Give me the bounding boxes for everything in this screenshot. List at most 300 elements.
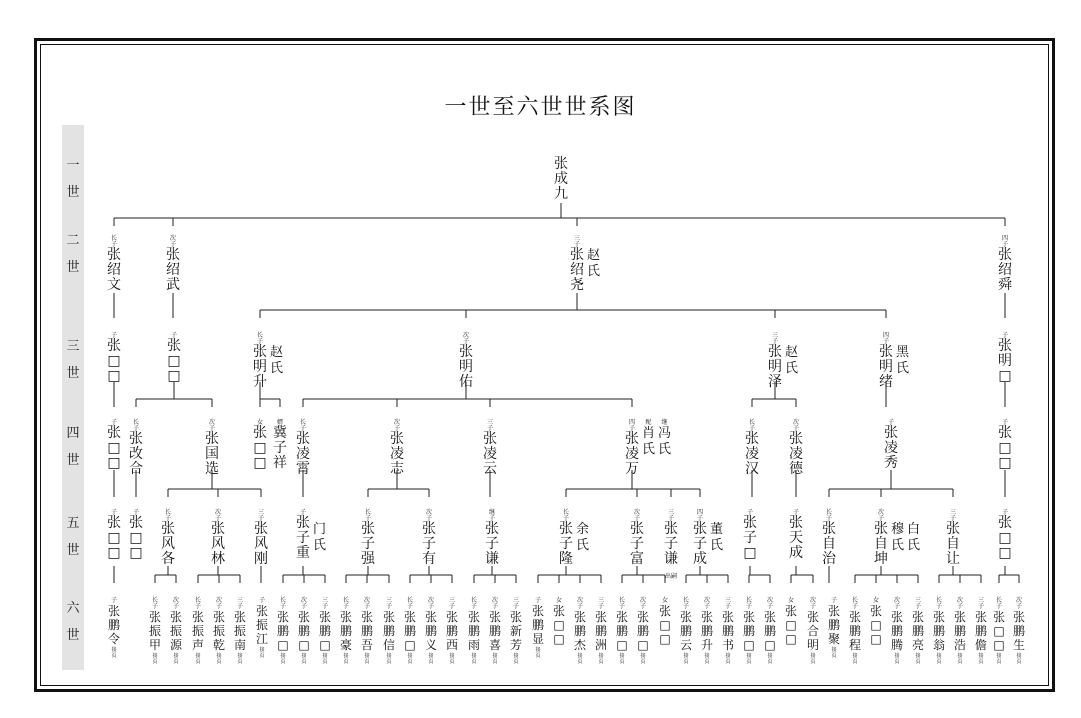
member-name: 张明□ bbox=[998, 338, 1012, 384]
member-name: 冀子祥 bbox=[273, 425, 287, 471]
generation-label-char: 世 bbox=[66, 543, 80, 558]
adoption-note: 出嗣 bbox=[664, 573, 677, 580]
birth-order-label: 子 bbox=[792, 509, 799, 516]
member-name: 张凌云 bbox=[483, 431, 497, 477]
birth-order-label: 四子 bbox=[882, 332, 889, 345]
g2-member bbox=[166, 236, 180, 293]
member-name: 张鹏□ bbox=[742, 610, 755, 652]
spouse-role-label: 配 bbox=[645, 419, 652, 426]
birth-order-label: 三子 bbox=[486, 419, 493, 432]
spouse-name: 赵氏 bbox=[270, 345, 284, 376]
generation-label-char: 世 bbox=[66, 453, 80, 468]
continued-page-note: 接页 bbox=[810, 653, 816, 665]
g4-member bbox=[205, 420, 219, 477]
g6-member bbox=[1012, 598, 1026, 665]
member-name: 张凌秀 bbox=[884, 425, 898, 471]
member-name: 张明升 bbox=[253, 344, 267, 390]
continued-page-note: 接页 bbox=[513, 653, 519, 665]
spouse-name: 黑氏 bbox=[896, 345, 910, 376]
member-name: 张子谦 bbox=[485, 521, 499, 567]
birth-order-label: 女 bbox=[555, 597, 562, 604]
birth-order-label: 长子 bbox=[132, 419, 139, 432]
member-name: 张鹏豪 bbox=[339, 610, 352, 652]
birth-order-label: 子 bbox=[746, 509, 753, 516]
g5-member bbox=[296, 510, 326, 561]
member-name: 张鹏西 bbox=[445, 610, 458, 652]
member-name: 张□□ bbox=[107, 425, 121, 471]
g2-member bbox=[107, 236, 121, 293]
member-name: 张□□ bbox=[658, 604, 671, 646]
birth-order-label: 子 bbox=[258, 597, 265, 604]
member-name: 张明泽 bbox=[768, 344, 782, 390]
member-name: 张鹏雨 bbox=[467, 610, 480, 652]
member-name: 张□□ bbox=[167, 338, 181, 384]
continued-page-note: 接页 bbox=[386, 653, 392, 665]
birth-order-label: 长子 bbox=[279, 597, 286, 610]
spouse-name: 白氏 bbox=[907, 522, 921, 553]
g4-member bbox=[273, 420, 287, 471]
member-name: 张子隆 bbox=[559, 521, 573, 567]
g6-member bbox=[594, 598, 608, 665]
birth-order-label: 四子 bbox=[696, 509, 703, 522]
g3-member bbox=[459, 333, 473, 390]
g3-member bbox=[253, 333, 283, 390]
member-name: 张自坤 bbox=[874, 521, 888, 567]
birth-order-label: 子 bbox=[299, 509, 306, 516]
member-name: 张风各 bbox=[161, 521, 175, 567]
birth-order-label: 女 bbox=[872, 597, 879, 604]
birth-order-label: 长子 bbox=[745, 597, 752, 610]
member-name: 张鹏吾 bbox=[360, 610, 373, 652]
continued-page-note: 接页 bbox=[471, 653, 477, 665]
birth-order-label: 长子 bbox=[682, 597, 689, 610]
g5-member bbox=[743, 510, 757, 561]
g5-member bbox=[946, 510, 960, 567]
member-name: 张鹏亮 bbox=[911, 610, 924, 652]
member-name: 张□□ bbox=[253, 425, 267, 471]
g3-member bbox=[167, 333, 181, 384]
continued-page-note: 接页 bbox=[152, 653, 158, 665]
g6-member bbox=[424, 598, 438, 665]
birth-order-label: 次子 bbox=[893, 597, 900, 610]
member-name: 张鹏生 bbox=[1012, 610, 1025, 652]
continued-page-note: 接页 bbox=[364, 653, 370, 665]
birth-order-label: 长子 bbox=[256, 332, 263, 345]
birth-order-label: 长子 bbox=[470, 597, 477, 610]
g4-member bbox=[884, 420, 898, 471]
member-name: 张鹏聚 bbox=[827, 604, 840, 646]
member-name: 张鹏书 bbox=[721, 610, 734, 652]
continued-page-note: 接页 bbox=[767, 653, 773, 665]
g5-member bbox=[559, 510, 589, 567]
g5-member bbox=[485, 510, 499, 567]
continued-page-note: 接页 bbox=[598, 653, 604, 665]
birth-order-label: 次子 bbox=[877, 509, 884, 522]
g6-member bbox=[382, 598, 396, 665]
continued-page-note: 接页 bbox=[746, 653, 752, 665]
member-name: 张鹏洲 bbox=[594, 610, 607, 652]
birth-order-label: 次子 bbox=[809, 597, 816, 610]
spouse-name: 余氏 bbox=[576, 522, 590, 553]
birth-order-label: 三子 bbox=[949, 509, 956, 522]
continued-page-note: 接页 bbox=[259, 647, 265, 659]
g4-member bbox=[483, 420, 497, 477]
g2-member bbox=[998, 236, 1012, 293]
birth-order-label: 次子 bbox=[172, 597, 179, 610]
birth-order-label: 三子 bbox=[448, 597, 455, 610]
continued-page-note: 接页 bbox=[492, 653, 498, 665]
birth-order-label: 长子 bbox=[364, 509, 371, 522]
birth-order-label: 次子 bbox=[792, 419, 799, 432]
birth-order-label: 四子 bbox=[628, 419, 635, 432]
g6-member bbox=[488, 598, 502, 665]
continued-page-note: 接页 bbox=[1016, 653, 1022, 665]
birth-order-label: 女 bbox=[256, 419, 263, 426]
generation-label-char: 世 bbox=[66, 185, 80, 200]
birth-order-label: 女 bbox=[787, 597, 794, 604]
g4-member bbox=[107, 420, 121, 471]
birth-order-label: 长子 bbox=[406, 597, 413, 610]
g5-member bbox=[211, 510, 225, 567]
g6-member bbox=[403, 598, 417, 665]
generation-label-char: 三 bbox=[66, 339, 80, 354]
birth-order-label: 四子 bbox=[1001, 235, 1008, 248]
birth-order-label: 长子 bbox=[618, 597, 625, 610]
member-name: 张绍武 bbox=[166, 247, 180, 293]
g5-member bbox=[998, 510, 1012, 561]
g6-member bbox=[953, 598, 967, 665]
g6-member bbox=[848, 598, 862, 665]
birth-order-label: 长子 bbox=[299, 419, 306, 432]
birth-order-label: 次子 bbox=[169, 235, 176, 248]
member-name: 张绍舜 bbox=[998, 247, 1012, 293]
generation-label-char: 六 bbox=[66, 601, 80, 616]
member-name: 张振南 bbox=[233, 610, 246, 652]
birth-order-label: 子 bbox=[887, 419, 894, 426]
birth-order-label: 子 bbox=[110, 419, 117, 426]
birth-order-label: 三子 bbox=[512, 597, 519, 610]
member-name: 张鹏浩 bbox=[953, 610, 966, 652]
member-name: 张绍文 bbox=[107, 247, 121, 293]
member-name: 张子有 bbox=[422, 521, 436, 567]
g5-member bbox=[254, 510, 268, 567]
continued-page-note: 接页 bbox=[894, 653, 900, 665]
generation-label-char: 世 bbox=[66, 366, 80, 381]
birth-order-label: 次子 bbox=[214, 509, 221, 522]
g4-member bbox=[998, 420, 1012, 471]
birth-order-label: 子 bbox=[1001, 419, 1008, 426]
birth-order-label: 三子 bbox=[573, 235, 580, 248]
member-name: 张凌霄 bbox=[296, 431, 310, 477]
g5-member bbox=[107, 510, 121, 561]
birth-order-label: 次子 bbox=[215, 597, 222, 610]
g6-member bbox=[721, 598, 735, 665]
continued-page-note: 接页 bbox=[322, 653, 328, 665]
g5-member bbox=[422, 510, 436, 567]
continued-page-note: 接页 bbox=[173, 653, 179, 665]
g3-member bbox=[768, 333, 798, 390]
birth-order-label: 子 bbox=[1001, 509, 1008, 516]
member-name: 张□□ bbox=[552, 604, 565, 646]
g6-member bbox=[318, 598, 332, 665]
continued-page-note: 接页 bbox=[428, 653, 434, 665]
birth-order-label: 次子 bbox=[633, 509, 640, 522]
birth-order-label: 次子 bbox=[462, 332, 469, 345]
birth-order-label: 长子 bbox=[342, 597, 349, 610]
continued-page-note: 接页 bbox=[852, 653, 858, 665]
g6-member bbox=[784, 598, 798, 646]
spouse-name: 赵氏 bbox=[587, 248, 601, 279]
g6-member bbox=[107, 598, 121, 659]
g3-member bbox=[998, 333, 1012, 384]
member-name: 张成九 bbox=[554, 156, 568, 202]
birth-order-label: 次子 bbox=[491, 597, 498, 610]
birth-order-label: 子 bbox=[110, 332, 117, 339]
birth-order-label: 长子 bbox=[151, 597, 158, 610]
birth-order-label: 子 bbox=[132, 509, 139, 516]
birth-order-label: 子 bbox=[830, 597, 837, 604]
birth-order-label: 三子 bbox=[667, 509, 674, 522]
continued-page-note: 接页 bbox=[407, 653, 413, 665]
member-name: 张鹏喜 bbox=[488, 610, 501, 652]
g4-member bbox=[390, 420, 404, 477]
g4-member bbox=[789, 420, 803, 477]
member-name: 张鹏□ bbox=[318, 610, 331, 652]
birth-order-label: 三子 bbox=[321, 597, 328, 610]
birth-order-label: 长子 bbox=[995, 597, 1002, 610]
member-name: 张鹏程 bbox=[848, 610, 861, 652]
g6-member bbox=[191, 598, 205, 665]
member-name: 张风林 bbox=[211, 521, 225, 567]
g6-member bbox=[806, 598, 820, 665]
g6-member bbox=[552, 598, 566, 646]
continued-page-note: 接页 bbox=[704, 653, 710, 665]
g6-member bbox=[974, 598, 988, 665]
birth-order-label: 三子 bbox=[914, 597, 921, 610]
g5-member bbox=[630, 510, 644, 567]
g4-member bbox=[625, 420, 671, 477]
birth-order-label: 三子 bbox=[257, 509, 264, 522]
member-name: 张明佑 bbox=[459, 344, 473, 390]
member-name: 张鹏翁 bbox=[932, 610, 945, 652]
g6-member bbox=[636, 598, 650, 665]
birth-order-label: 三子 bbox=[724, 597, 731, 610]
continued-page-note: 接页 bbox=[725, 653, 731, 665]
g6-member bbox=[992, 598, 1006, 665]
generation-label-char: 五 bbox=[66, 516, 80, 531]
continued-page-note: 接页 bbox=[111, 647, 117, 659]
member-name: 张鹏令 bbox=[107, 604, 120, 646]
birth-order-label: 长子 bbox=[164, 509, 171, 522]
member-name: 张明绪 bbox=[879, 344, 893, 390]
birth-order-label: 次子 bbox=[1015, 597, 1022, 610]
member-name: 张□□ bbox=[998, 425, 1012, 471]
birth-order-label: 次子 bbox=[427, 597, 434, 610]
g5-member bbox=[822, 510, 836, 567]
birth-order-label: 子 bbox=[534, 597, 541, 604]
member-name: 张□□ bbox=[869, 604, 882, 646]
continued-page-note: 接页 bbox=[640, 653, 646, 665]
member-name: 张鹏显 bbox=[531, 604, 544, 646]
member-name: 张鹏义 bbox=[424, 610, 437, 652]
continued-page-note: 接页 bbox=[237, 653, 243, 665]
member-name: 张凌德 bbox=[789, 431, 803, 477]
generation-label-char: 四 bbox=[66, 426, 80, 441]
continued-page-note: 接页 bbox=[996, 653, 1002, 665]
birth-order-label: 三子 bbox=[236, 597, 243, 610]
birth-order-label: 子 bbox=[1001, 332, 1008, 339]
member-name: 张鹏杰 bbox=[573, 610, 586, 652]
page-title: 一世至六世世系图 bbox=[444, 95, 637, 120]
continued-page-note: 接页 bbox=[449, 653, 455, 665]
member-name: 张新芳 bbox=[509, 610, 522, 652]
continued-page-note: 接页 bbox=[619, 653, 625, 665]
g5-member bbox=[874, 510, 920, 567]
generation-label-char: 一 bbox=[66, 158, 80, 173]
member-name: 张鹏□ bbox=[403, 610, 416, 652]
birth-order-label: 长子 bbox=[748, 419, 755, 432]
g6-member bbox=[615, 598, 629, 665]
member-name: 张鹏□ bbox=[297, 610, 310, 652]
g6-member bbox=[763, 598, 777, 665]
g6-member bbox=[360, 598, 374, 665]
member-name: 张子□ bbox=[743, 515, 757, 561]
member-name: 张鹏□ bbox=[276, 610, 289, 652]
birth-order-label: 子 bbox=[110, 597, 117, 604]
g6-member bbox=[932, 598, 946, 665]
continued-page-note: 接页 bbox=[915, 653, 921, 665]
member-name: 张改合 bbox=[129, 431, 143, 477]
member-name: 张凌汉 bbox=[745, 431, 759, 477]
spouse-name: 冯氏 bbox=[658, 426, 672, 457]
g6-member bbox=[700, 598, 714, 665]
g5-member bbox=[161, 510, 175, 567]
member-name: 张鹏□ bbox=[763, 610, 776, 652]
generation-label-char: 世 bbox=[66, 260, 80, 275]
birth-order-label: 次子 bbox=[363, 597, 370, 610]
spouse-name: 赵氏 bbox=[785, 345, 799, 376]
g6-member bbox=[531, 598, 545, 659]
member-name: 张子成 bbox=[693, 521, 707, 567]
g6-member bbox=[573, 598, 587, 665]
g4-member bbox=[296, 420, 310, 477]
member-name: 张□□ bbox=[129, 515, 143, 561]
birth-order-label: 子 bbox=[110, 509, 117, 516]
member-name: 张风刚 bbox=[254, 521, 268, 567]
member-name: 张振源 bbox=[169, 610, 182, 652]
birth-order-label: 长子 bbox=[851, 597, 858, 610]
member-name: 张振乾 bbox=[212, 610, 225, 652]
birth-order-label: 次子 bbox=[425, 509, 432, 522]
birth-order-label: 三子 bbox=[771, 332, 778, 345]
continued-page-note: 接页 bbox=[535, 647, 541, 659]
member-name: 张振声 bbox=[191, 610, 204, 652]
member-name: 张自让 bbox=[946, 521, 960, 567]
member-name: 张振甲 bbox=[148, 610, 161, 652]
continued-page-note: 接页 bbox=[936, 653, 942, 665]
birth-order-label: 次子 bbox=[393, 419, 400, 432]
birth-order-label: 次子 bbox=[639, 597, 646, 610]
g6-member bbox=[509, 598, 523, 665]
spouse-name: 肖氏 bbox=[642, 426, 656, 457]
continued-page-note: 接页 bbox=[195, 653, 201, 665]
continued-page-note: 接页 bbox=[301, 653, 307, 665]
member-name: 张国选 bbox=[205, 431, 219, 477]
g4-member bbox=[253, 420, 267, 471]
member-name: 张子富 bbox=[630, 521, 644, 567]
birth-order-label: 次子 bbox=[300, 597, 307, 610]
birth-order-label: 次子 bbox=[766, 597, 773, 610]
g6-member bbox=[679, 598, 693, 665]
g3-member bbox=[879, 333, 909, 390]
member-name: 张凌志 bbox=[390, 431, 404, 477]
member-name: 张子谦 bbox=[664, 521, 678, 567]
g6-member bbox=[445, 598, 459, 665]
birth-order-label: 长子 bbox=[935, 597, 942, 610]
member-name: 张□□ bbox=[107, 338, 121, 384]
birth-order-label: 次子 bbox=[956, 597, 963, 610]
member-name: 张□□ bbox=[107, 515, 121, 561]
member-name: 张子强 bbox=[361, 521, 375, 567]
g5-member bbox=[664, 510, 678, 580]
g5-member bbox=[789, 510, 803, 561]
birth-order-label: 长子 bbox=[194, 597, 201, 610]
g2-member bbox=[570, 236, 600, 293]
birth-order-label: 三子 bbox=[597, 597, 604, 610]
birth-order-label: 三子 bbox=[385, 597, 392, 610]
g6-member bbox=[233, 598, 247, 665]
birth-order-label: 长子 bbox=[562, 509, 569, 522]
member-name: 张鹏□ bbox=[615, 610, 628, 652]
spouse-name: 门氏 bbox=[313, 522, 327, 553]
member-name: 张鹏云 bbox=[679, 610, 692, 652]
member-name: 张自治 bbox=[822, 521, 836, 567]
birth-order-label: 女 bbox=[661, 597, 668, 604]
g6-member bbox=[212, 598, 226, 665]
g6-member bbox=[911, 598, 925, 665]
g6-member bbox=[148, 598, 162, 665]
birth-order-label: 次子 bbox=[208, 419, 215, 432]
birth-order-label: 次子 bbox=[703, 597, 710, 610]
spouse-name: 穆氏 bbox=[891, 522, 905, 553]
birth-order-label: 三子 bbox=[977, 597, 984, 610]
g4-member bbox=[129, 420, 143, 477]
birth-order-label: 次子 bbox=[576, 597, 583, 610]
generation-label-char: 世 bbox=[66, 628, 80, 643]
member-name: 张□□ bbox=[784, 604, 797, 646]
continued-page-note: 接页 bbox=[683, 653, 689, 665]
member-name: 张凌万 bbox=[625, 431, 639, 477]
continued-page-note: 接页 bbox=[577, 653, 583, 665]
g5-member bbox=[361, 510, 375, 567]
g6-member bbox=[827, 598, 841, 659]
continued-page-note: 接页 bbox=[957, 653, 963, 665]
member-name: 张子重 bbox=[296, 515, 310, 561]
g6-member bbox=[297, 598, 311, 665]
spouse-role-label: 继 bbox=[661, 419, 668, 426]
member-name: 张鹏信 bbox=[382, 610, 395, 652]
g6-member bbox=[276, 598, 290, 665]
continued-page-note: 接页 bbox=[978, 653, 984, 665]
birth-order-label: 婿 bbox=[276, 419, 283, 426]
g1-member bbox=[554, 157, 568, 202]
member-name: 张鹏腾 bbox=[890, 610, 903, 652]
member-name: 张天成 bbox=[789, 515, 803, 561]
member-name: 张□□ bbox=[992, 610, 1005, 652]
g3-member bbox=[107, 333, 121, 384]
member-name: 张振江 bbox=[255, 604, 268, 646]
birth-order-label: 子 bbox=[170, 332, 177, 339]
